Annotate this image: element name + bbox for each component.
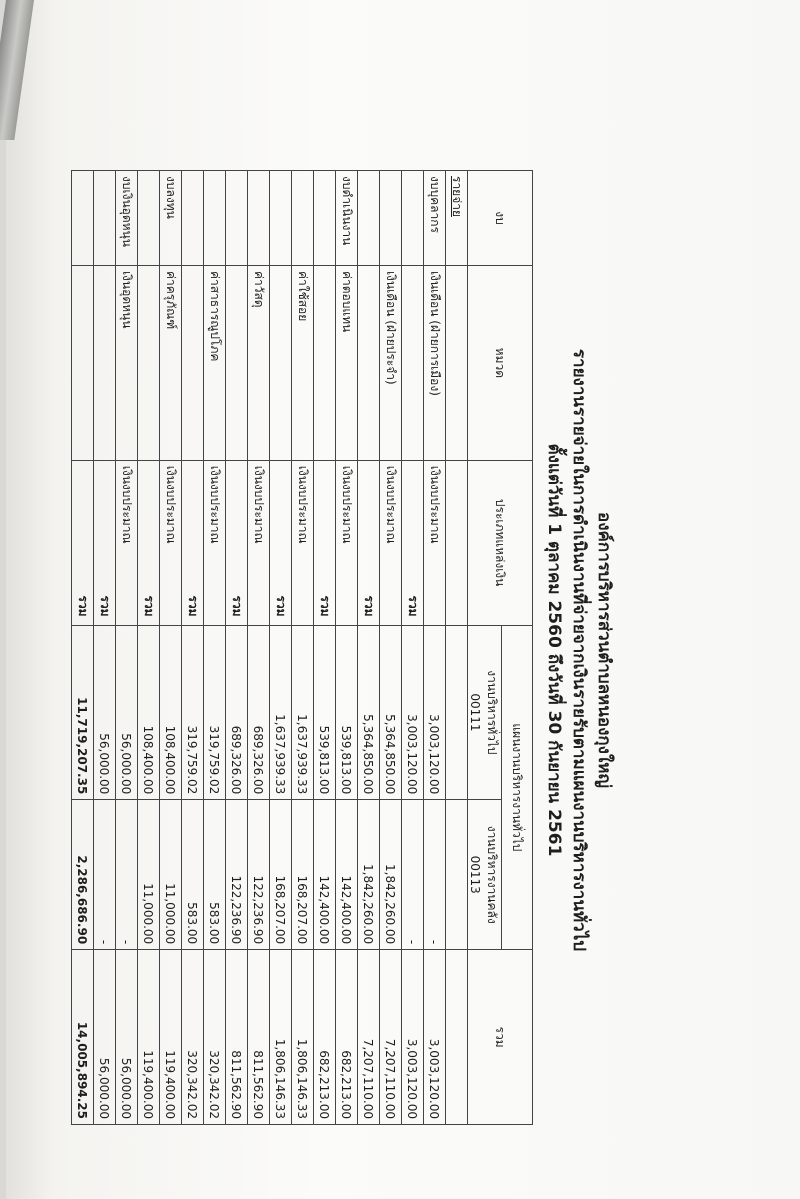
sum-label-cell: รวม <box>270 460 292 625</box>
money-type-cell: เงินงบประมาณ <box>116 460 138 625</box>
budget-cell <box>138 171 160 266</box>
col-header-plan-group: แผนงานบริหารงานทั่วไป <box>502 625 533 950</box>
sum-label-cell: รวม <box>226 460 248 625</box>
value-sub2-cell: - <box>424 800 446 950</box>
value-sub1-cell: 539,813.00 <box>336 625 358 800</box>
value-total-cell: 56,000.00 <box>116 950 138 1125</box>
category-cell: เงินเดือน (ฝ่ายการเมือง) <box>424 265 446 460</box>
table-row <box>380 171 402 1125</box>
col-header-category: หมวด <box>468 265 533 460</box>
sub2-code: 00113 <box>468 855 482 894</box>
value-sub2-cell: 1,842,260.00 <box>358 800 380 950</box>
category-cell: ค่าตอบแทน <box>336 265 358 460</box>
category-cell <box>72 265 94 460</box>
budget-cell <box>226 171 248 266</box>
value-sub2-cell: 168,207.00 <box>292 800 314 950</box>
col-header-total: รวม <box>468 950 533 1125</box>
value-sub1-cell: 319,759.02 <box>204 625 226 800</box>
col-header-budget: งบ <box>468 171 533 266</box>
value-sub1-cell: 56,000.00 <box>94 625 116 800</box>
category-cell: ค่าใช้สอย <box>292 265 314 460</box>
category-cell <box>314 265 336 460</box>
value-total-cell: 320,342.02 <box>204 950 226 1125</box>
sum-label-cell: รวม <box>94 460 116 625</box>
sum-label-cell: รวม <box>314 460 336 625</box>
budget-cell <box>380 171 402 266</box>
sub2-name: งานบริหารงานคลัง <box>485 825 499 924</box>
subtotal-row <box>182 171 204 1125</box>
table-row <box>424 171 446 1125</box>
value-sub2-cell: 142,400.00 <box>314 800 336 950</box>
subtotal-row <box>226 171 248 1125</box>
value-total-cell: 56,000.00 <box>94 950 116 1125</box>
sub1-name: งานบริหารทั่วไป <box>485 670 499 755</box>
value-total-cell: 7,207,110.00 <box>358 950 380 1125</box>
value-sub2-cell: 583.00 <box>204 800 226 950</box>
value-sub2-cell: 122,236.90 <box>248 800 270 950</box>
report-title-main: รายงานรายจ่ายในการดำเนินงานที่จ่ายจากเงินรายรับตามแผนงานบริหารงานทั่วไป <box>569 348 589 952</box>
value-sub1-cell: 108,400.00 <box>138 625 160 800</box>
category-cell <box>402 265 424 460</box>
sum-label-cell: รวม <box>358 460 380 625</box>
category-cell <box>138 265 160 460</box>
subtotal-row <box>314 171 336 1125</box>
sum-label-cell: รวม <box>182 460 204 625</box>
sum-label-cell: รวม <box>72 460 94 625</box>
table-row <box>116 171 138 1125</box>
sub1-code: 00111 <box>468 693 482 732</box>
table-row <box>160 171 182 1125</box>
document-paper <box>6 0 800 1199</box>
value-total-cell: 7,207,110.00 <box>380 950 402 1125</box>
category-cell <box>226 265 248 460</box>
category-cell: ค่าสาธารณูปโภค <box>204 265 226 460</box>
value-sub2-cell: 1,842,260.00 <box>380 800 402 950</box>
value-sub2-cell: - <box>402 800 424 950</box>
money-type-cell: เงินงบประมาณ <box>248 460 270 625</box>
value-sub2-cell: 583.00 <box>182 800 204 950</box>
budget-cell: งบดำเนินงาน <box>336 171 358 266</box>
money-type-cell: เงินงบประมาณ <box>424 460 446 625</box>
subtotal-row <box>94 171 116 1125</box>
value-sub1-cell: 108,400.00 <box>160 625 182 800</box>
value-total-cell: 682,213.00 <box>336 950 358 1125</box>
report-title-period: ตั้งแต่วันที่ 1 ตุลาคม 2560 ถึงวันที่ 30 กันยายน 2561 <box>544 443 564 857</box>
value-sub1-cell: 3,003,120.00 <box>402 625 424 800</box>
money-type-cell: เงินงบประมาณ <box>292 460 314 625</box>
category-cell <box>94 265 116 460</box>
subtotal-row <box>270 171 292 1125</box>
budget-cell: งบเงินอุดหนุน <box>116 171 138 266</box>
value-sub1-cell: 689,326.00 <box>226 625 248 800</box>
binder-clip <box>0 0 34 140</box>
expense-table <box>71 170 533 1125</box>
value-sub1-cell: 11,719,207.35 <box>72 625 94 800</box>
report-sheet <box>21 140 641 1160</box>
value-total-cell: 1,806,146.33 <box>270 950 292 1125</box>
value-sub2-cell: 122,236.90 <box>226 800 248 950</box>
category-cell: ค่าครุภัณฑ์ <box>160 265 182 460</box>
value-total-cell: 119,400.00 <box>160 950 182 1125</box>
value-sub2-cell: - <box>116 800 138 950</box>
table-row <box>204 171 226 1125</box>
budget-cell <box>358 171 380 266</box>
value-total-cell: 682,213.00 <box>314 950 336 1125</box>
budget-cell <box>402 171 424 266</box>
value-sub2-cell: 11,000.00 <box>160 800 182 950</box>
value-sub1-cell: 1,637,939.33 <box>270 625 292 800</box>
table-row <box>336 171 358 1125</box>
category-cell: ค่าวัสดุ <box>248 265 270 460</box>
report-title-org: องค์การบริหารส่วนตำบลหนองกุงใหญ่ <box>594 512 614 788</box>
category-cell <box>270 265 292 460</box>
value-sub2-cell: 11,000.00 <box>138 800 160 950</box>
value-sub1-cell: 319,759.02 <box>182 625 204 800</box>
budget-cell <box>314 171 336 266</box>
budget-cell: งบบุคลากร <box>424 171 446 266</box>
budget-cell <box>292 171 314 266</box>
value-sub2-cell: 2,286,686.90 <box>72 800 94 950</box>
budget-cell <box>248 171 270 266</box>
value-total-cell: 3,003,120.00 <box>424 950 446 1125</box>
expense-label-row <box>446 171 468 1125</box>
grand-total-row <box>72 171 94 1125</box>
value-total-cell: 811,562.90 <box>248 950 270 1125</box>
category-cell: เงินอุดหนุน <box>116 265 138 460</box>
value-sub1-cell: 539,813.00 <box>314 625 336 800</box>
table-body <box>72 171 468 1125</box>
value-sub1-cell: 56,000.00 <box>116 625 138 800</box>
value-sub2-cell: 168,207.00 <box>270 800 292 950</box>
subtotal-row <box>138 171 160 1125</box>
value-sub1-cell: 689,326.00 <box>248 625 270 800</box>
money-type-cell: เงินงบประมาณ <box>204 460 226 625</box>
value-total-cell: 811,562.90 <box>226 950 248 1125</box>
table-row <box>292 171 314 1125</box>
value-total-cell: 1,806,146.33 <box>292 950 314 1125</box>
col-header-sub1 <box>468 625 502 800</box>
subtotal-row <box>402 171 424 1125</box>
value-sub1-cell: 3,003,120.00 <box>424 625 446 800</box>
value-total-cell: 320,342.02 <box>182 950 204 1125</box>
money-type-cell: เงินงบประมาณ <box>160 460 182 625</box>
sum-label-cell: รวม <box>138 460 160 625</box>
category-cell <box>182 265 204 460</box>
budget-cell <box>270 171 292 266</box>
table-row <box>248 171 270 1125</box>
category-cell <box>358 265 380 460</box>
value-sub1-cell: 5,364,850.00 <box>358 625 380 800</box>
value-sub2-cell: - <box>94 800 116 950</box>
col-header-money-type: ประเภทแหล่งเงิน <box>468 460 533 625</box>
category-cell: เงินเดือน (ฝ่ายประจำ) <box>380 265 402 460</box>
budget-cell <box>204 171 226 266</box>
col-header-sub2 <box>468 800 502 950</box>
budget-cell <box>94 171 116 266</box>
value-total-cell: 14,005,894.25 <box>72 950 94 1125</box>
value-sub1-cell: 5,364,850.00 <box>380 625 402 800</box>
sum-label-cell: รวม <box>402 460 424 625</box>
budget-cell <box>182 171 204 266</box>
budget-cell: งบลงทุน <box>160 171 182 266</box>
money-type-cell: เงินงบประมาณ <box>336 460 358 625</box>
value-total-cell: 3,003,120.00 <box>402 950 424 1125</box>
subtotal-row <box>358 171 380 1125</box>
money-type-cell: เงินงบประมาณ <box>380 460 402 625</box>
value-sub1-cell: 1,637,939.33 <box>292 625 314 800</box>
value-total-cell: 119,400.00 <box>138 950 160 1125</box>
budget-cell <box>72 171 94 266</box>
value-sub2-cell: 142,400.00 <box>336 800 358 950</box>
expense-label: รายจ่าย <box>446 171 468 266</box>
